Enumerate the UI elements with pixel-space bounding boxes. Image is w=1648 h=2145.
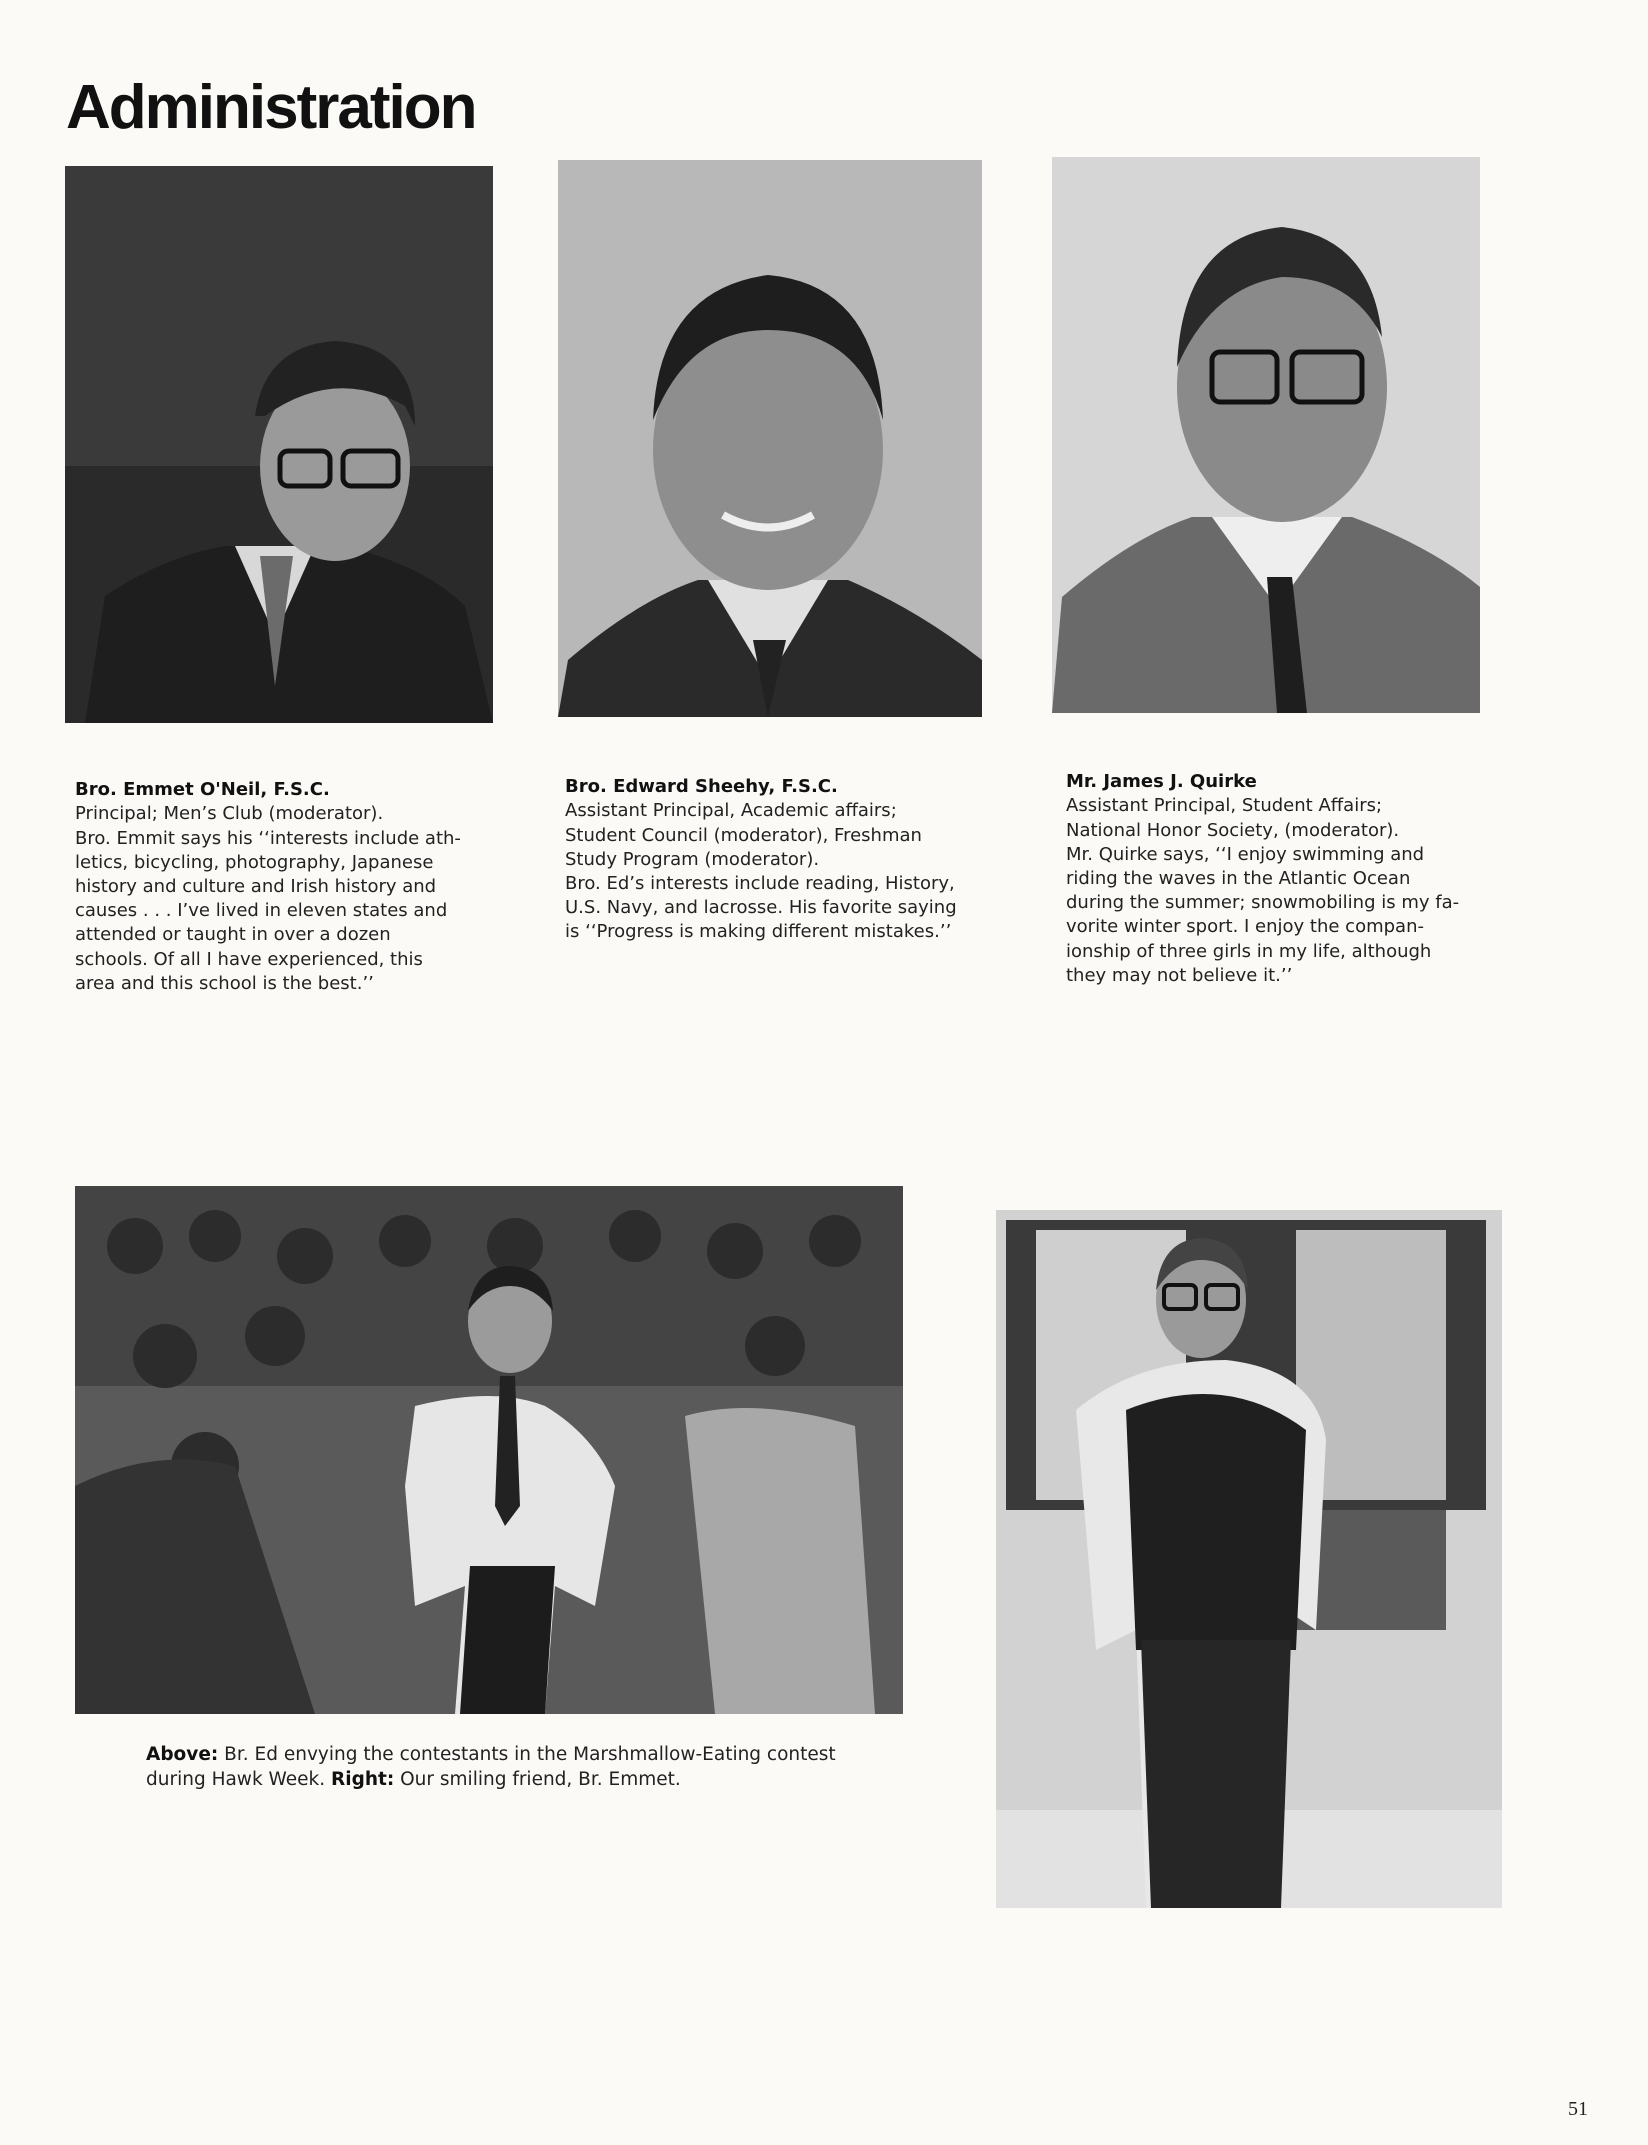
profile-bio: Assistant Principal, Student Affairs; National Honor Society, (moderator). Mr. Quirke says, ‘‘I enjoy swimming and riding the waves in the Atlantic Ocean during the summer; snowmobiling is my fa- vorite winter sport. I enjoy the compan- ionship of three girls in my life, although they may not believe it.’’ — [1066, 795, 1460, 986]
page-number: 51 — [1568, 2098, 1588, 2120]
caption-above-label: Above: — [146, 1744, 219, 1765]
profile-caption — [1066, 746, 1506, 988]
profile-name: Bro. Edward Sheehy, F.S.C. — [565, 776, 838, 798]
profile-bio: Principal; Men’s Club (moderator). Bro. Emmit says his ‘‘interests include ath- letics, bicycling, photography, Japanese history and culture and Irish history and causes . . . I’ve lived in eleven states and attended or taught in over a dozen schools. Of all I have experienced, this area and this school is the best.’’ — [75, 803, 461, 994]
hawk-week-photo — [75, 1186, 903, 1714]
profile-caption — [75, 754, 511, 996]
profile-name: Mr. James J. Quirke — [1066, 771, 1257, 793]
profile-name: Bro. Emmet O'Neil, F.S.C. — [75, 779, 330, 801]
portrait-photo-emmet-oneil — [65, 166, 493, 723]
page-title: Administration — [66, 73, 476, 142]
caption-right-label: Right: — [330, 1769, 395, 1790]
caption-above-text: Br. Ed envying the contestants in the Marshmallow-Eating contest during Hawk Week. — [146, 1744, 836, 1790]
portrait-photo-james-quirke — [1052, 157, 1480, 713]
portrait-photo-edward-sheehy — [558, 160, 982, 717]
profile-caption — [565, 751, 1005, 945]
br-emmet-photo — [996, 1210, 1502, 1908]
profile-bio: Assistant Principal, Academic affairs; Student Council (moderator), Freshman Study Program (moderator). Bro. Ed’s interests include reading, History, U.S. Navy, and lacrosse. His favorite saying is ‘‘Progress is making different mistakes.’’ — [565, 800, 957, 943]
photo-caption — [146, 1742, 866, 1792]
caption-right-text: Our smiling friend, Br. Emmet. — [394, 1769, 681, 1790]
